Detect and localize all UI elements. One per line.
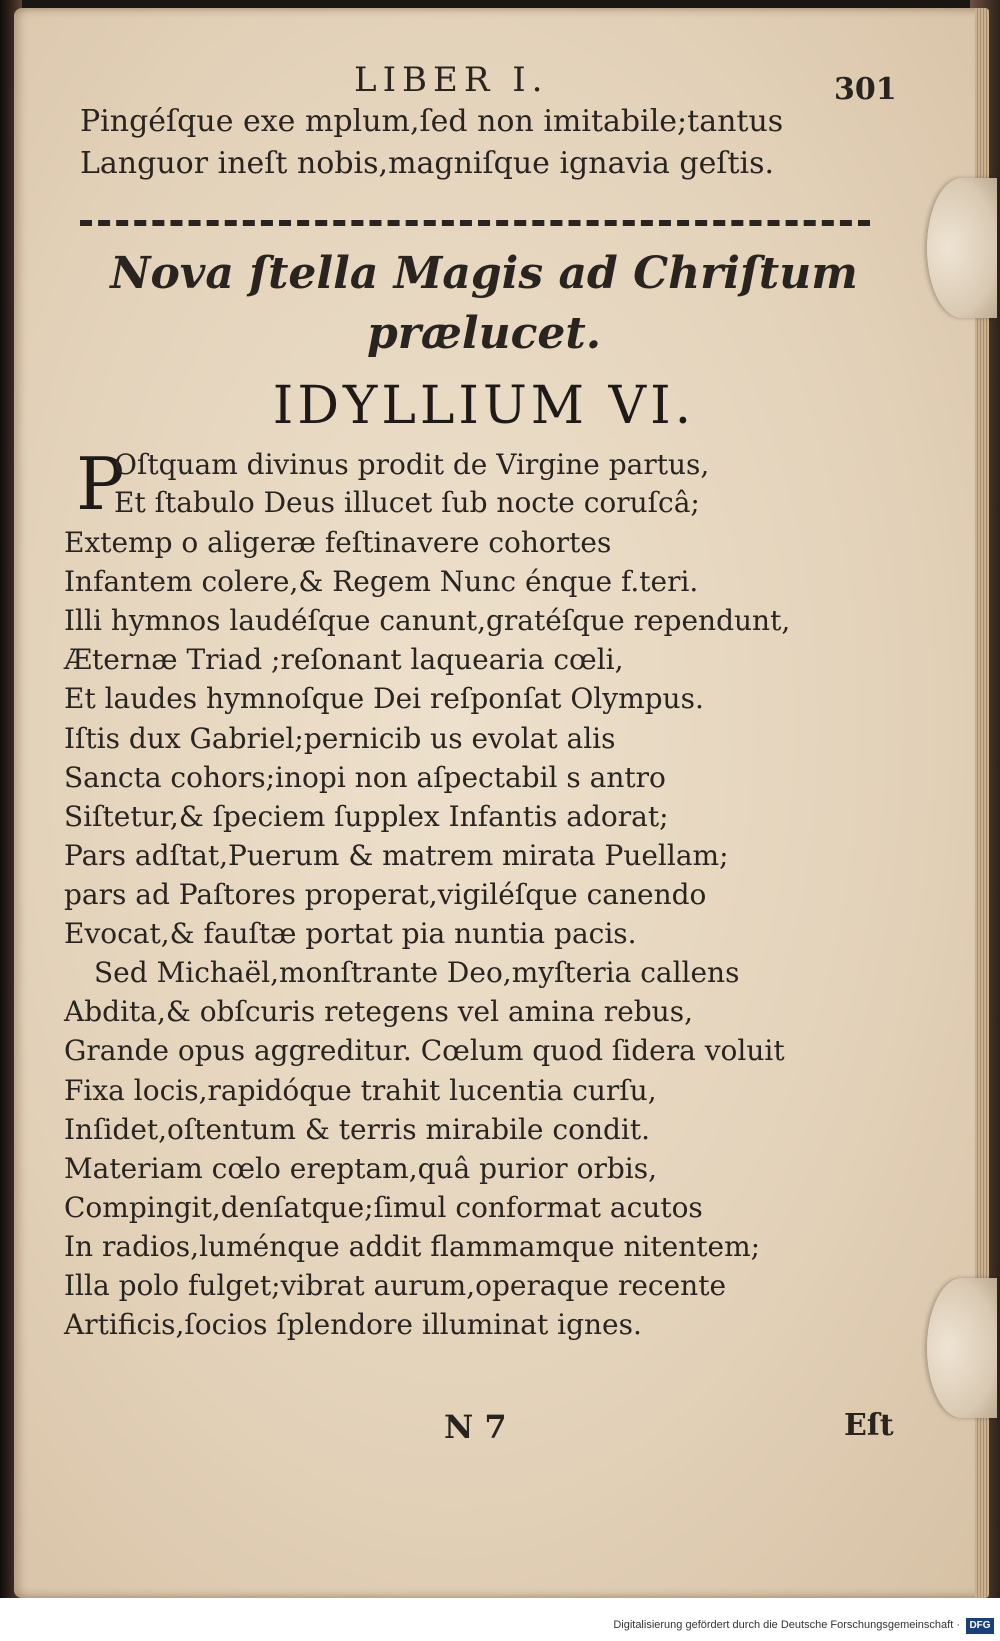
page-clip-bottom [927, 1278, 997, 1418]
verse-line: Grande opus aggreditur. Cœlum quod ſidera voluit [64, 1034, 785, 1067]
verse-line: Et ſtabulo Deus illucet ſub nocte coruſcâ; [114, 486, 700, 519]
carry-over-line: Pingéſque exe mplum,ſed non imitabile;tantus [80, 104, 784, 139]
page-number: 301 [834, 72, 897, 107]
book-page [14, 8, 989, 1598]
drop-cap: P [76, 442, 125, 526]
ornamental-rule [80, 220, 870, 226]
footer-bar [0, 1598, 1000, 1641]
poem-title-continued: prælucet. [366, 308, 602, 359]
verse-line: Æternæ Triad ;reſonant laquearia cœli, [64, 643, 624, 676]
verse-line: Compingit,denſatque;ſimul conformat acutos [64, 1191, 703, 1224]
verse-line: Sed Michaël,monſtrante Deo,myſteria callens [94, 956, 740, 989]
running-head: LIBER I. [354, 60, 549, 100]
verse-line: Inſidet,oſtentum & terris mirabile condit. [64, 1113, 651, 1146]
dfg-logo-icon: DFG [966, 1618, 994, 1634]
poem-title: Nova ſtella Magis ad Chriſtum [110, 248, 858, 299]
catchword: Eſt [844, 1408, 894, 1443]
verse-line: Et laudes hymnoſque Dei reſponſat Olympus. [64, 682, 704, 715]
verse-line: Evocat,& fauſtæ portat pia nuntia pacis. [64, 917, 637, 950]
verse-line: Pars adſtat,Puerum & matrem mirata Puellam; [64, 839, 729, 872]
verse-line: Illa polo fulget;vibrat aurum,operaque recente [64, 1269, 727, 1302]
verse-line: Infantem colere,& Regem Nunc énque f.teri. [64, 565, 699, 598]
verse-line: Iſtis dux Gabriel;pernicib us evolat alis [64, 722, 616, 755]
verse-line: Sancta cohors;inopi non aſpectabil s antro [64, 761, 666, 794]
signature-mark: N 7 [444, 1408, 507, 1446]
verse-line: Extemp o aligeræ feſtinavere cohortes [64, 526, 612, 559]
funding-credit: Digitalisierung gefördert durch die Deutsche Forschungsgemeinschaft · [613, 1619, 960, 1631]
verse-line: Siſtetur,& ſpeciem ſupplex Infantis adorat; [64, 800, 669, 833]
verse-line: Artificis,ſocios ſplendore illuminat ignes. [64, 1308, 642, 1341]
poem-subtitle: IDYLLIUM VI. [272, 376, 696, 436]
verse-line: Fixa locis,rapidóque trahit lucentia curſu, [64, 1074, 657, 1107]
verse-line: Abdita,& obſcuris retegens vel amina rebus, [64, 995, 693, 1028]
carry-over-line: Languor ineſt nobis,magniſque ignavia geſtis. [80, 146, 775, 181]
verse-line: Materiam cœlo ereptam,quâ purior orbis, [64, 1152, 657, 1185]
verse-line: pars ad Paſtores properat,vigiléſque canendo [64, 878, 707, 911]
page-clip-top [927, 178, 997, 318]
verse-line: In radios,luménque addit flammamque nitentem; [64, 1230, 761, 1263]
verse-line: Illi hymnos laudéſque canunt,gratéſque rependunt, [64, 604, 791, 637]
verse-line: Oſtquam divinus prodit de Virgine partus, [114, 448, 710, 481]
